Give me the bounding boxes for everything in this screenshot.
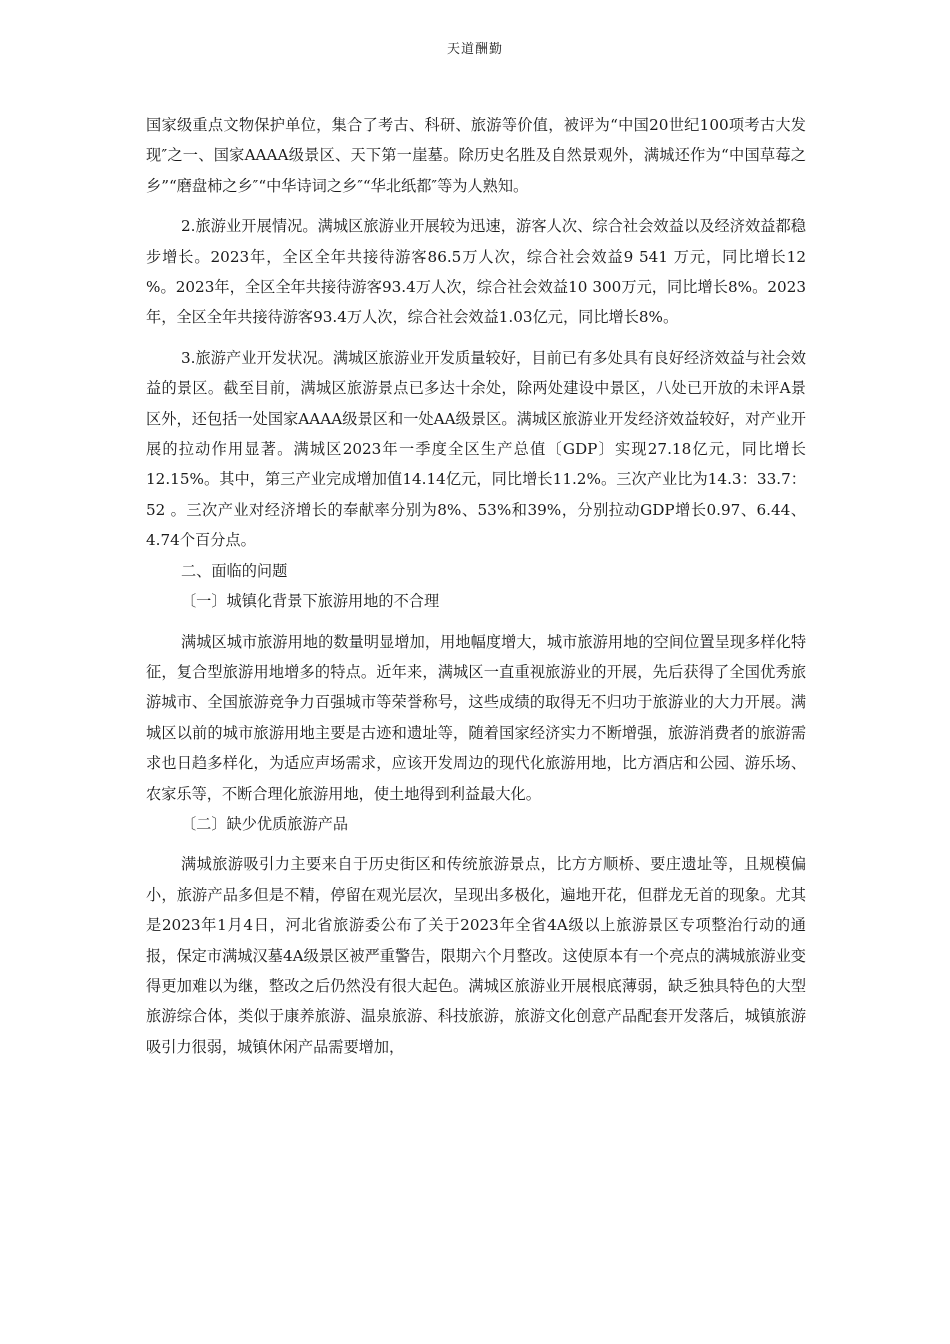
paragraph-land-use: 满城区城市旅游用地的数量明显增加，用地幅度增大，城市旅游用地的空间位置呈现多样化特征，复合型旅游用地增多的特点。近年来，满城区一直重视旅游业的开展，先后获得了全国优秀旅游城市、全国旅游竞争力百强城市等荣誉称号，这些成绩的取得无不归功于旅游业的大力开展。满城区以前的城市旅游用地主要是古迹和遗址等，随着国家经济实力不断增强，旅游消费者的旅游需求也日趋多样化，为适应声场需求，应该开发周边的现代化旅游用地，比方酒店和公园、游乐场、农家乐等，不断合理化旅游用地，使土地得到利益最大化。 [146,632,806,803]
subheading-land-use: 〔一〕城镇化背景下旅游用地的不合理 [180,592,440,611]
section-heading-problems: 二、面临的问题 [180,561,288,580]
subheading-products: 〔二〕缺少优质旅游产品 [180,814,349,833]
paragraph-industry-status: 3.旅游产业开发状况。满城区旅游业开发质量较好，目前已有多处具有良好经济效益与社会效益的景区。截至目前，满城区旅游景点已多达十余处，除两处建设中景区，八处已开放的未评A景区外，还包括一处国家AAAA级景区和一处AA级景区。满城区旅游业开发经济效益较好，对产业开展的拉动作用显著。满城区2023年一季度全区生产总值〔GDP〕实现27.18亿元，同比增长12.15%。其中，第三产业完成增加值14.14亿元，同比增长11.2%。三次产业比为14.3：33.7：52 。三次产业对经济增长的奉献率分别为8%、53%和39%，分别拉动GDP增长0.97、6.44、4.74个百分点。 [146,348,806,550]
paragraph-products: 满城旅游吸引力主要来自于历史街区和传统旅游景点，比方方顺桥、要庄遗址等，且规模偏小，旅游产品多但是不精，停留在观光层次，呈现出多极化，遍地开花，但群龙无首的现象。尤其是2023年1月4日，河北省旅游委公布了关于2023年全省4A级以上旅游景区专项整治行动的通报，保定市满城汉墓4A级景区被严重警告，限期六个月整改。这使原本有一个亮点的满城旅游业变得更加难以为继，整改之后仍然没有很大起色。满城区旅游业开展根底薄弱，缺乏独具特色的大型旅游综合体，类似于康养旅游、温泉旅游、科技旅游，旅游文化创意产品配套开发落后，城镇旅游吸引力很弱，城镇休闲产品需要增加， [146,855,806,1056]
document-body [146,110,806,1062]
page-header: 天道酬勤 [446,42,503,57]
paragraph-tourism-development: 2.旅游业开展情况。满城区旅游业开展较为迅速，游客人次、综合社会效益以及经济效益都稳步增长。2023年，全区全年共接待游客86.5万人次，综合社会效益9 541 万元，同比增长12 %。2023年，全区全年共接待游客93.4万人次，综合社会效益10 300万元，同比增长8%。2023年，全区全年共接待游客93.4万人次，综合社会效益1.03亿元，同比增长8%。 [146,217,806,327]
paragraph-heritage: 国家级重点文物保护单位，集合了考古、科研、旅游等价值，被评为“中国20世纪100项考古大发现″之一、国家AAAA级景区、天下第一崖墓。除历史名胜及自然景观外，满城还作为“中国草莓之乡”“磨盘柿之乡″“中华诗词之乡″“华北纸都″等为人熟知。 [146,116,806,195]
